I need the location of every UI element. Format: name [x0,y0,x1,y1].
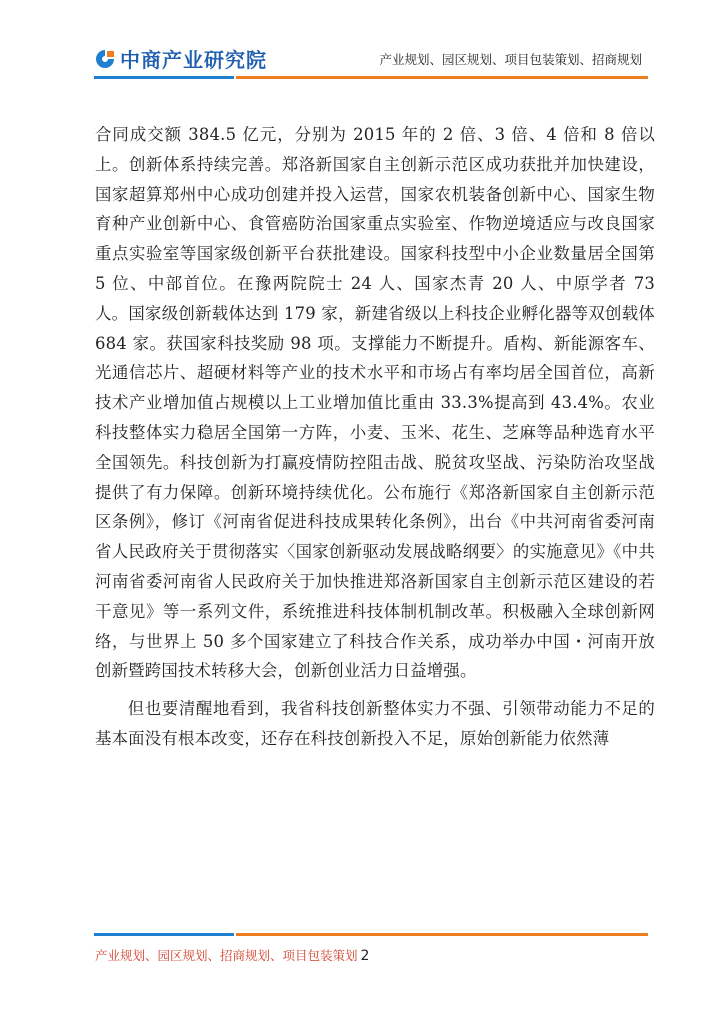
footer-text: 产业规划、园区规划、招商规划、项目包装策划 [95,948,358,963]
body-paragraph: 合同成交额 384.5 亿元，分别为 2015 年的 2 倍、3 倍、4 倍和 8 倍以上。创新体系持续完善。郑洛新国家自主创新示范区成功获批并加快建设，国家超算郑州中心成功创建并投入运营，国家农机装备创新中心、国家生物育种产业创新中心、食管癌防治国家重点实验室、作物逆境适应与改良国家重点实验室等国家级创新平台获批建设。国家科技型中小企业数量居全国第 5 位、中部首位。在豫两院院士 24 人、国家杰青 20 人、中原学者 73 人。国家级创新载体达到 179 家，新建省级以上科技企业孵化器等双创载体 684 家。获国家科技奖励 98 项。支撑能力不断提升。盾构、新能源客车、光通信芯片、超硬材料等产业的技术水平和市场占有率均居全国首位，高新技术产业增加值占规模以上工业增加值比重由 33.3%提高到 43.4%。农业科技整体实力稳居全国第一方阵，小麦、玉米、花生、芝麻等品种选育水平全国领先。科技创新为打赢疫情防控阻击战、脱贫攻坚战、污染防治攻坚战提供了有力保障。创新环境持续优化。公布施行《郑洛新国家自主创新示范区条例》，修订《河南省促进科技成果转化条例》，出台《中共河南省委河南省人民政府关于贯彻落实〈国家创新驱动发展战略纲要〉的实施意见》《中共河南省委河南省人民政府关于加快推进郑洛新国家自主创新示范区建设的若干意见》等一系列文件，系统推进科技体制机制改革。积极融入全球创新网络，与世界上 50 多个国家建立了科技合作关系，成功举办中国・河南开放创新暨跨国技术转移大会，创新创业活力日益增强。 [95,125,655,681]
page-header [0,0,724,90]
page-number: 2 [360,948,370,964]
page-footer [95,946,369,964]
company-logo [94,44,267,73]
footer-rule-blue [94,933,234,936]
header-rule-blue [94,76,234,79]
document-body [95,120,655,754]
zhongshang-logo-icon [94,48,116,70]
body-paragraph: 但也要清醒地看到，我省科技创新整体实力不强、引领带动能力不足的基本面没有根本改变，还存在科技创新投入不足，原始创新能力依然薄 [95,699,655,748]
header-tagline: 产业规划、园区规划、项目包装策划、招商规划 [379,52,642,67]
header-rule-orange [236,76,648,79]
footer-rule-orange [236,933,648,936]
logo-text: 中商产业研究院 [120,48,267,72]
